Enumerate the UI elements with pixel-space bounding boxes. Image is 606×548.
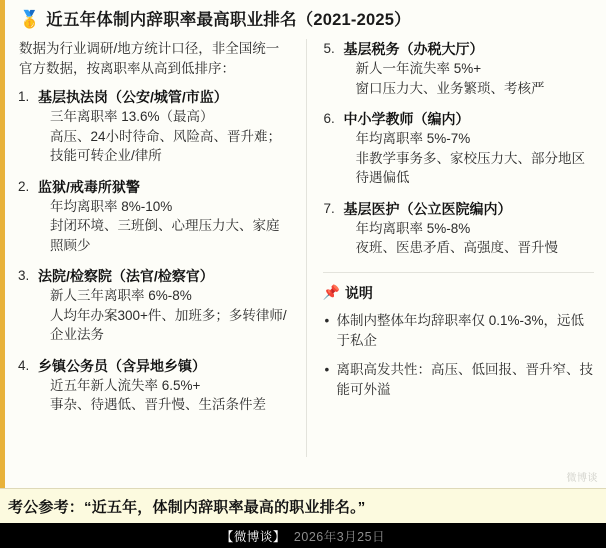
job-detail: 夜班、医患矛盾、高强度、晋升慢 <box>355 240 558 255</box>
page-title: 近五年体制内辞职率最高职业排名（2021-2025） <box>46 11 411 29</box>
job-detail: 事杂、待遇低、晋升慢、生活条件差 <box>50 397 266 412</box>
list-item <box>17 266 292 345</box>
job-detail: 封闭环境、三班倒、心理压力大、家庭照顾少 <box>50 218 280 253</box>
job-detail: 高压、24小时待命、风险高、晋升难；技能可转企业/律所 <box>50 128 282 163</box>
list-item <box>323 199 595 258</box>
footer-source: 【微博谈】 <box>220 529 286 544</box>
job-name: 中小学教师（编内） <box>343 111 470 127</box>
job-detail: 人均年办案300+件、加班多；多转律师/企业法务 <box>50 307 287 342</box>
caption-text: 考公参考：“近五年，体制内辞职率最高的职业排名。” <box>8 498 366 516</box>
job-detail: 新人三年离职率 6%-8% <box>50 288 192 303</box>
job-name: 监狱/戒毒所狱警 <box>38 178 140 195</box>
job-detail: 窗口压力大、业务繁琐、考核严 <box>355 80 545 96</box>
right-column <box>306 39 595 457</box>
list-item <box>17 177 292 256</box>
content-columns <box>17 39 594 457</box>
job-list-right <box>323 39 595 258</box>
note-heading-row <box>323 283 595 303</box>
footer-date: 2026年3月25日 <box>293 529 386 544</box>
job-name: 乡镇公务员（含异地乡镇） <box>38 357 206 374</box>
list-item <box>323 39 595 98</box>
list-item: • 体制内整体年均辞职率仅 0.1%-3%，远低于私企 <box>323 311 595 351</box>
job-detail: 近五年新人流失率 6.5%+ <box>50 377 201 393</box>
list-item: • 离职高发共性：高压、低回报、晋升窄、技能可外溢 <box>323 360 595 400</box>
divider <box>323 272 595 273</box>
job-detail: 新人一年流失率 5%+ <box>355 61 482 76</box>
job-name: 基层医护（公立医院编内） <box>343 200 512 217</box>
job-detail: 年均离职率 8%-10% <box>50 198 173 214</box>
list-item <box>17 87 292 166</box>
caption-bar <box>0 488 606 523</box>
job-list-left <box>17 87 292 415</box>
intro-text: 数据为行业调研/地方统计口径，非全国统一官方数据，按离职率从高到低排序： <box>19 41 280 76</box>
footer-bar <box>0 523 606 548</box>
note-heading: 说明 <box>344 284 373 301</box>
card-title-row <box>17 10 594 31</box>
job-name: 法院/检察院（法官/检察官） <box>38 268 214 284</box>
job-detail: 非教学事务多、家校压力大、部分地区待遇偏低 <box>355 150 585 185</box>
list-item <box>17 356 292 415</box>
watermark: 微博谈 <box>566 473 598 484</box>
job-detail: 三年离职率 13.6%（最高） <box>50 109 214 124</box>
pin-icon: 📌 <box>322 284 340 300</box>
job-detail: 年均离职率 5%-8% <box>355 220 471 236</box>
medal-icon: 🥇 <box>19 10 41 29</box>
job-name: 基层税务（办税大厅） <box>343 41 484 57</box>
note-list <box>323 311 595 400</box>
job-detail: 年均离职率 5%-7% <box>355 131 471 146</box>
list-item <box>323 109 595 188</box>
left-column <box>17 39 306 457</box>
job-name: 基层执法岗（公安/城管/市监） <box>38 89 228 105</box>
